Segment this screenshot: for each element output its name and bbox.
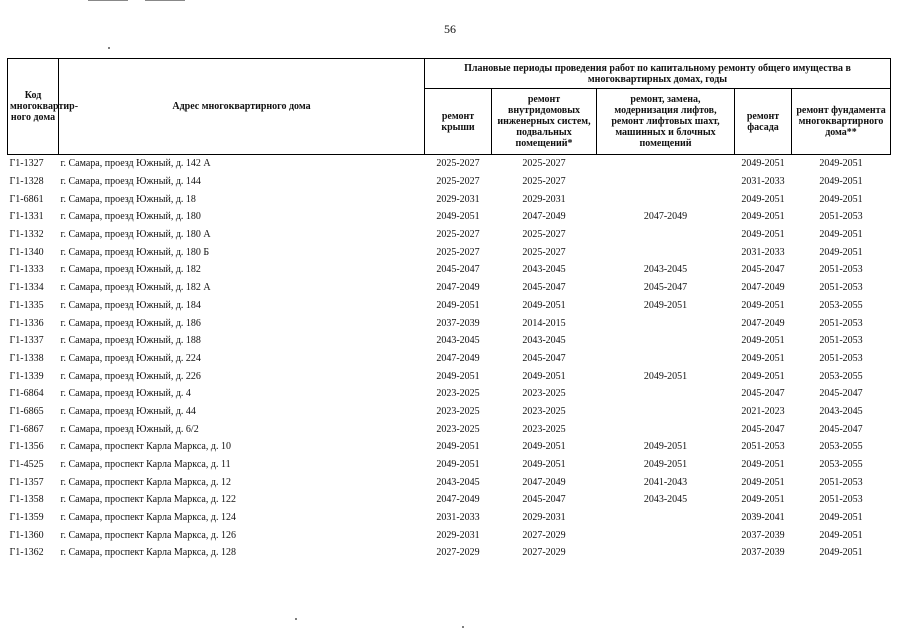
cell-foundation: 2053-2055: [819, 299, 863, 311]
cell-roof: 2049-2051: [436, 299, 480, 311]
cell-roof: 2043-2045: [436, 476, 480, 488]
table-row: [8, 243, 891, 261]
cell-elevators: 2049-2051: [643, 459, 688, 471]
cell-foundation: 2049-2051: [819, 246, 863, 258]
cell-elevators: [597, 403, 735, 421]
table-row: [8, 403, 891, 421]
cell-roof: 2049-2051: [436, 459, 480, 471]
table-row: [8, 261, 891, 279]
cell-elevators: 2049-2051: [643, 370, 688, 382]
cell-roof: 2047-2049: [436, 282, 480, 294]
cell-address: г. Самара, проспект Карла Маркса, д. 12: [60, 476, 231, 488]
cell-foundation: 2049-2051: [819, 193, 863, 205]
table-row: [8, 155, 891, 173]
cell-internal-systems: 2029-2031: [522, 193, 566, 205]
cell-internal-systems: 2025-2027: [492, 155, 597, 173]
cell-foundation: 2043-2045: [819, 405, 863, 417]
cell-roof: 2025-2027: [436, 176, 480, 188]
table-row: [8, 438, 891, 456]
cell-foundation: 2051-2053: [819, 352, 863, 364]
cell-elevators: [597, 173, 735, 191]
cell-foundation: 2045-2047: [819, 388, 863, 400]
cell-internal-systems: 2045-2047: [522, 282, 566, 294]
table-row: [8, 491, 891, 509]
cell-internal-systems: 2047-2049: [522, 211, 566, 223]
cell-internal-systems: 2043-2045: [522, 335, 566, 347]
cell-facade: 2031-2033: [741, 176, 785, 188]
cell-address: г. Самара, проезд Южный, д. 144: [60, 176, 201, 188]
cell-facade: 2049-2051: [735, 155, 792, 173]
scan-speck: [295, 618, 297, 620]
cell-code: Г1-6867: [9, 423, 44, 435]
table-row: [8, 420, 891, 438]
cell-internal-systems: 2047-2049: [522, 476, 566, 488]
cell-address: г. Самара, проезд Южный, д. 18: [60, 193, 196, 205]
cell-code: Г1-4525: [9, 459, 44, 471]
table-row: [8, 314, 891, 332]
cell-facade: 2049-2051: [741, 229, 785, 241]
table-row: [8, 332, 891, 350]
cell-elevators: 2043-2045: [643, 264, 688, 276]
cell-internal-systems: 2043-2045: [522, 264, 566, 276]
cell-address: г. Самара, проезд Южный, д. 142 А: [59, 155, 425, 173]
cell-roof: 2023-2025: [436, 405, 480, 417]
table-row: [8, 367, 891, 385]
table-row: [8, 385, 891, 403]
cell-foundation: 2051-2053: [819, 335, 863, 347]
cell-code: Г1-1338: [9, 352, 44, 364]
cell-code: Г1-1357: [9, 476, 44, 488]
cell-address: г. Самара, проспект Карла Маркса, д. 124: [60, 512, 236, 524]
header-address: Адрес многоквартирного дома: [59, 59, 425, 155]
cell-foundation: 2053-2055: [819, 459, 863, 471]
table-row: [8, 226, 891, 244]
cell-foundation: 2051-2053: [819, 282, 863, 294]
cell-code: Г1-1362: [9, 547, 44, 559]
cell-address: г. Самара, проезд Южный, д. 180 А: [60, 229, 211, 241]
cell-code: Г1-1333: [9, 264, 44, 276]
header-facade: ремонт фасада: [735, 89, 792, 155]
cell-elevators: [597, 226, 735, 244]
table-row: [8, 526, 891, 544]
cell-foundation: 2051-2053: [819, 211, 863, 223]
header-foundation: ремонт фундамента многоквартирного дома**: [792, 89, 891, 155]
cell-roof: 2047-2049: [436, 352, 480, 364]
table-row: [8, 456, 891, 474]
cell-code: Г1-6865: [9, 405, 44, 417]
cell-foundation: 2049-2051: [819, 176, 863, 188]
cell-foundation: 2051-2053: [819, 317, 863, 329]
cell-elevators: [597, 509, 735, 527]
cell-internal-systems: 2049-2051: [522, 299, 566, 311]
cell-facade: 2051-2053: [741, 441, 785, 453]
cell-roof: 2025-2027: [425, 155, 492, 173]
cell-internal-systems: 2049-2051: [522, 459, 566, 471]
repair-schedule-table: [7, 58, 891, 562]
cell-facade: 2045-2047: [741, 388, 785, 400]
table-row: [8, 473, 891, 491]
cell-facade: 2049-2051: [741, 494, 785, 506]
cell-facade: 2031-2033: [741, 246, 785, 258]
cell-code: Г1-6861: [9, 193, 44, 205]
page-number: 56: [444, 22, 456, 36]
cell-roof: 2049-2051: [436, 370, 480, 382]
cell-elevators: [597, 314, 735, 332]
scan-speck: [462, 626, 464, 628]
cell-code: Г1-1358: [9, 494, 44, 506]
cell-elevators: [597, 420, 735, 438]
cell-address: г. Самара, проезд Южный, д. 186: [60, 317, 201, 329]
cell-roof: 2027-2029: [436, 547, 480, 559]
header-code: Код многоквартир-ного дома: [8, 59, 59, 155]
cell-address: г. Самара, проезд Южный, д. 182: [60, 264, 201, 276]
cell-address: г. Самара, проезд Южный, д. 184: [60, 299, 201, 311]
table-row: [8, 350, 891, 368]
cell-code: Г1-1340: [9, 246, 44, 258]
cell-foundation: 2051-2053: [819, 494, 863, 506]
cell-roof: 2043-2045: [436, 335, 480, 347]
cell-foundation: 2049-2051: [819, 512, 863, 524]
cell-foundation: 2051-2053: [819, 476, 863, 488]
cell-elevators: [597, 385, 735, 403]
table-row: [8, 190, 891, 208]
cell-internal-systems: 2027-2029: [522, 547, 566, 559]
cell-foundation: 2049-2051: [792, 155, 891, 173]
cell-elevators: [597, 155, 735, 173]
cell-internal-systems: 2014-2015: [522, 317, 566, 329]
cell-internal-systems: 2023-2025: [522, 405, 566, 417]
cell-code: Г1-1335: [9, 299, 44, 311]
cell-facade: 2047-2049: [741, 317, 785, 329]
cell-code: Г1-6864: [9, 388, 44, 400]
scan-speck: [108, 47, 110, 49]
cell-facade: 2049-2051: [741, 299, 785, 311]
cell-internal-systems: 2025-2027: [522, 246, 566, 258]
header-elevators: ремонт, замена, модернизация лифтов, ремонт лифтовых шахт, машинных и блочных помещений: [597, 89, 735, 155]
cell-address: г. Самара, проспект Карла Маркса, д. 122: [60, 494, 236, 506]
cell-facade: 2049-2051: [741, 335, 785, 347]
cell-foundation: 2045-2047: [819, 423, 863, 435]
header-periods-group: Плановые периоды проведения работ по капитальному ремонту общего имущества в многоквартирных домах, годы: [425, 59, 891, 89]
cell-roof: 2031-2033: [436, 512, 480, 524]
cell-facade: 2049-2051: [741, 370, 785, 382]
top-edge-mark: [88, 0, 128, 1]
cell-address: г. Самара, проезд Южный, д. 188: [60, 335, 201, 347]
cell-elevators: 2043-2045: [643, 494, 688, 506]
cell-internal-systems: 2049-2051: [522, 370, 566, 382]
cell-elevators: [597, 350, 735, 368]
cell-roof: 2025-2027: [436, 246, 480, 258]
cell-foundation: 2049-2051: [819, 229, 863, 241]
cell-code: Г1-1328: [9, 176, 44, 188]
cell-roof: 2049-2051: [436, 441, 480, 453]
cell-facade: 2049-2051: [741, 211, 785, 223]
cell-address: г. Самара, проезд Южный, д. 180 Б: [60, 246, 210, 258]
table-header: [8, 59, 891, 155]
cell-roof: 2045-2047: [436, 264, 480, 276]
cell-code: Г1-1339: [9, 370, 44, 382]
cell-address: г. Самара, проезд Южный, д. 44: [60, 405, 196, 417]
cell-roof: 2023-2025: [436, 388, 480, 400]
header-roof: ремонт крыши: [425, 89, 492, 155]
cell-address: г. Самара, проспект Карла Маркса, д. 126: [60, 529, 236, 541]
cell-facade: 2049-2051: [741, 459, 785, 471]
cell-address: г. Самара, проезд Южный, д. 4: [60, 388, 191, 400]
cell-elevators: 2041-2043: [643, 476, 688, 488]
cell-facade: 2049-2051: [741, 193, 785, 205]
cell-elevators: [597, 190, 735, 208]
cell-code: Г1-1360: [9, 529, 44, 541]
cell-foundation: 2051-2053: [819, 264, 863, 276]
cell-roof: 2049-2051: [436, 211, 480, 223]
cell-roof: 2023-2025: [436, 423, 480, 435]
table-row: [8, 544, 891, 562]
table-row: [8, 279, 891, 297]
table-body: [8, 155, 891, 562]
cell-code: Г1-1359: [9, 512, 44, 524]
cell-foundation: 2053-2055: [819, 370, 863, 382]
cell-address: г. Самара, проезд Южный, д. 224: [60, 352, 201, 364]
cell-foundation: 2049-2051: [819, 547, 863, 559]
cell-address: г. Самара, проспект Карла Маркса, д. 10: [60, 441, 231, 453]
cell-internal-systems: 2023-2025: [522, 423, 566, 435]
cell-facade: 2037-2039: [741, 547, 785, 559]
cell-code: Г1-1331: [9, 211, 44, 223]
cell-elevators: [597, 332, 735, 350]
cell-code: Г1-1327: [8, 155, 59, 173]
cell-facade: 2049-2051: [741, 476, 785, 488]
cell-internal-systems: 2049-2051: [522, 441, 566, 453]
cell-code: Г1-1337: [9, 335, 44, 347]
cell-code: Г1-1356: [9, 441, 44, 453]
cell-roof: 2047-2049: [436, 494, 480, 506]
cell-code: Г1-1336: [9, 317, 44, 329]
table-row: [8, 173, 891, 191]
cell-code: Г1-1334: [9, 282, 44, 294]
cell-roof: 2029-2031: [436, 529, 480, 541]
cell-roof: 2025-2027: [436, 229, 480, 241]
cell-facade: 2037-2039: [741, 529, 785, 541]
cell-facade: 2049-2051: [741, 352, 785, 364]
cell-foundation: 2049-2051: [819, 529, 863, 541]
cell-facade: 2047-2049: [741, 282, 785, 294]
cell-code: Г1-1332: [9, 229, 44, 241]
cell-elevators: 2045-2047: [643, 282, 688, 294]
cell-internal-systems: 2027-2029: [522, 529, 566, 541]
cell-elevators: 2049-2051: [643, 441, 688, 453]
cell-elevators: [597, 526, 735, 544]
cell-facade: 2045-2047: [741, 423, 785, 435]
cell-elevators: [597, 544, 735, 562]
cell-facade: 2045-2047: [741, 264, 785, 276]
cell-internal-systems: 2045-2047: [522, 352, 566, 364]
cell-roof: 2037-2039: [436, 317, 480, 329]
cell-internal-systems: 2025-2027: [522, 176, 566, 188]
header-internal-systems: ремонт внутридомовых инженерных систем, подвальных помещений*: [492, 89, 597, 155]
cell-internal-systems: 2025-2027: [522, 229, 566, 241]
cell-internal-systems: 2023-2025: [522, 388, 566, 400]
cell-internal-systems: 2045-2047: [522, 494, 566, 506]
cell-foundation: 2053-2055: [819, 441, 863, 453]
cell-facade: 2021-2023: [741, 405, 785, 417]
top-edge-mark: [145, 0, 185, 1]
cell-elevators: 2047-2049: [643, 211, 688, 223]
cell-elevators: 2049-2051: [643, 299, 688, 311]
cell-address: г. Самара, проспект Карла Маркса, д. 11: [60, 459, 231, 471]
cell-address: г. Самара, проезд Южный, д. 6/2: [60, 423, 199, 435]
cell-address: г. Самара, проспект Карла Маркса, д. 128: [60, 547, 236, 559]
cell-internal-systems: 2029-2031: [522, 512, 566, 524]
cell-facade: 2039-2041: [741, 512, 785, 524]
table-row: [8, 509, 891, 527]
table-row: [8, 297, 891, 315]
cell-address: г. Самара, проезд Южный, д. 180: [60, 211, 201, 223]
cell-address: г. Самара, проезд Южный, д. 182 А: [60, 282, 211, 294]
cell-elevators: [597, 243, 735, 261]
cell-address: г. Самара, проезд Южный, д. 226: [60, 370, 201, 382]
cell-roof: 2029-2031: [436, 193, 480, 205]
table-row: [8, 208, 891, 226]
